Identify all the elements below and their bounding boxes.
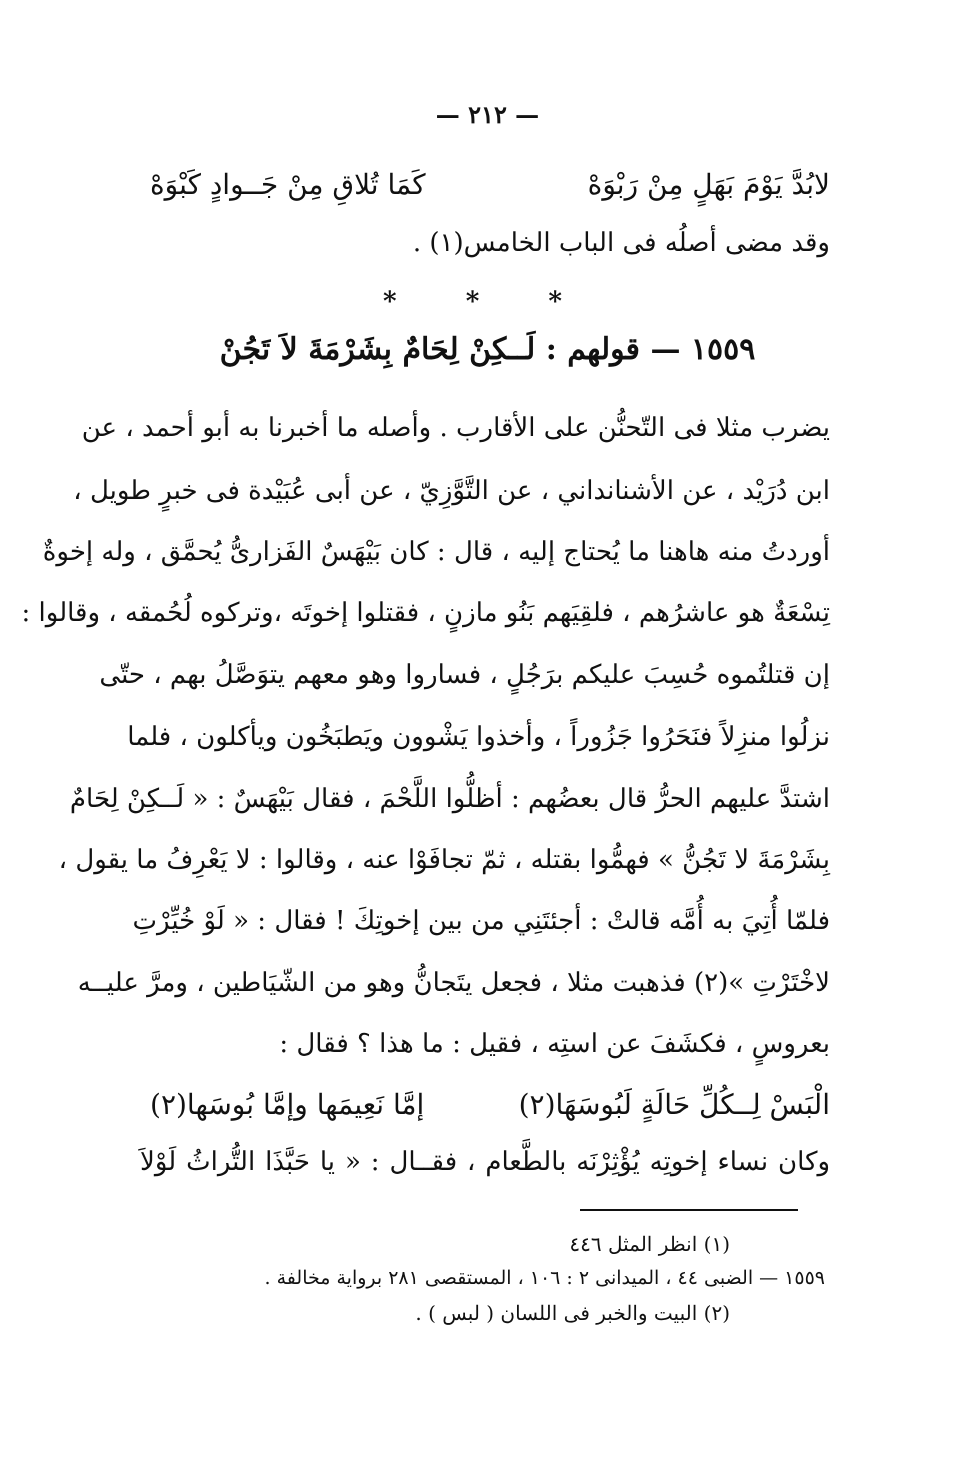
body-line: يضرب مثلا فى التّحنُّن على الأقارب . وأصله ما أخبرنا به أبو أحمد ، عن bbox=[81, 413, 830, 443]
verse-2-second-hemistich: إمَّا نَعِيمَها وإمَّا بُوسَها(٢) bbox=[150, 1088, 425, 1121]
body-line: ابن دُرَيْد ، عن الأشنانداني ، عن التَّوَّزِيّ ، عن أبى عُبَيْدة فى خبرٍ طويل ، bbox=[73, 476, 830, 506]
footnote-2: (٢) البيت والخبر فى اللسان ( لبس ) . bbox=[415, 1301, 730, 1325]
verse-1-second-hemistich: كَمَا تُلاقِ مِنْ جَــوادٍ كَبْوَهْ bbox=[150, 168, 426, 201]
note-after-verse-1: وقد مضى أصلُه فى الباب الخامس(١) . bbox=[412, 228, 830, 258]
body-line: تِسْعَةٌ هو عاشرُهم ، فلقِيَهم بَنُو مازنٍ ، فقتلوا إخوتَه ،وتركوه لُحُمقه ، وقالوا : bbox=[21, 598, 830, 628]
verse-2-first-hemistich: الْبَسْ لِــكُلِّ حَالَةٍ لَبُوسَهَا(٢) bbox=[518, 1088, 830, 1121]
footnote-source: ١٥٥٩ — الضبى ٤٤ ، الميدانى ٢ : ١٠٦ ، المستقصى ٢٨١ برواية مخالفة . bbox=[264, 1267, 825, 1289]
body-line: بِشَرْمَةَ لا تَجُنُّ » فهمُّوا بقتله ، ثمّ تجافَوْا عنه ، وقالوا : لا يَعْرِفُ ما يقول ، bbox=[58, 845, 830, 875]
body-line: إن قتلتُموه حُسِبَ عليكم برَجُلٍ ، فساروا وهو معهم يتوَصَّلُ بهم ، حتّى bbox=[99, 660, 830, 690]
verse-line-1 bbox=[150, 168, 830, 201]
section-separator: * * * bbox=[383, 287, 592, 317]
body-line-after-verse-2: وكان نساء إخوتِه يُؤْثِرْنَه بالطَّعام ، فقــال : « يا حَبَّذَا التُّراثُ لَوْلاَ bbox=[140, 1147, 830, 1177]
proverb-heading: ١٥٥٩ — قولهم : لَــكِنْ لِحَامٌ بِشَرْمَةَ لاَ تَجُنْ bbox=[219, 332, 756, 367]
verse-1-first-hemistich: لابُدَّ يَوْمَ بَهَلٍ مِنْ رَبْوَهْ bbox=[587, 168, 830, 201]
footnote-divider bbox=[580, 1209, 798, 1211]
body-line: لاخْتَرْتِ »(٢) فذهبت مثلا ، فجعل يتَجانُّ وهو من الشّيَاطين ، ومرَّ عليــه bbox=[77, 968, 830, 998]
page-number: — ٢١٢ — bbox=[435, 100, 540, 129]
body-line: نزلُوا منزِلاً فنَحَرُوا جَزُوراً ، وأخذوا يَشْوون ويَطبَخُون ويأكلون ، فلما bbox=[127, 722, 830, 752]
verse-line-2 bbox=[150, 1088, 830, 1121]
body-line: بعروسٍ ، فكشَفَ عن استِه ، فقيل : ما هذا ؟ فقال : bbox=[279, 1029, 830, 1059]
footnote-1: (١) انظر المثل ٤٤٦ bbox=[569, 1232, 730, 1256]
body-line: اشتدَّ عليهم الحرُّ قال بعضُهم : أظلُّوا اللَّحْمَ ، فقال بَيْهَسٌ : « لَــكِنْ لِحَامٌ bbox=[69, 784, 830, 814]
body-line: فلمّا أُتِيَ به أُمَّه قالتْ : أجئتَنِي من بين إخوتِكَ ! فقال : « لَوْ خُيِّرْتِ bbox=[132, 906, 830, 936]
body-line: أوردتُ منه هاهنا ما يُحتاج إليه ، قال : كان بَيْهَسٌ الفَزارىُّ يُحمَّق ، وله إخوةٌ bbox=[42, 537, 830, 567]
